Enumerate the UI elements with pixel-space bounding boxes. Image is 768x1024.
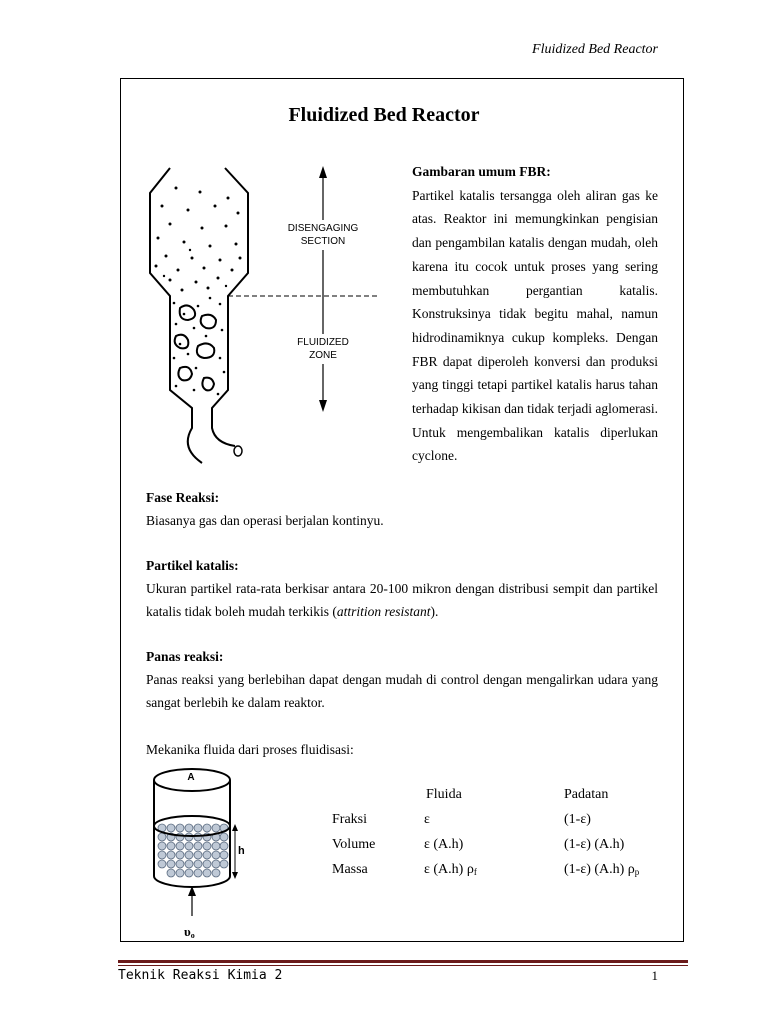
row-label: Massa — [332, 862, 368, 877]
fbr-overview — [412, 160, 658, 468]
panas-heading: Panas reaksi: — [146, 649, 224, 664]
col-fluida: Fluida — [426, 787, 462, 802]
disengaging-particles — [155, 187, 242, 292]
section-mekanika — [146, 738, 658, 761]
partikel-heading: Partikel katalis: — [146, 558, 239, 573]
panas-text: Panas reaksi yang berlebihan dapat dengan mudah di control dengan mengalirkan udara yang sangat berlebih ke dalam reaktor. — [146, 672, 658, 710]
fbr-overview-text: Partikel katalis tersangga oleh aliran gas ke atas. Reaktor ini memungkinkan pengisian dan pengambilan katalis dengan mudah, oleh karena itu cocok untuk proses yang sering membutuhkan pergantian katalis. Konstruksinya tidak begitu mahal, namun hidrodinamiknya cukup kompleks. Dengan FBR dapat diperoleh konversi dan produksi yang tinggi tetapi partikel katalis harus tahan terhadap kikisan dan tidak terjadi aglomerasi. Untuk mengembalikan katalis diperlukan cyclone. — [412, 187, 658, 464]
row-label: Volume — [332, 837, 376, 852]
fbr-overview-heading: Gambaran umum FBR: — [412, 164, 551, 179]
fluidized-label-1: FLUIDIZED — [297, 337, 349, 348]
cell-fluida: ε (A.h) $\rho_f$ — [424, 862, 477, 877]
cell-padatan: (1-ε) (A.h) $\rho_p$ — [564, 862, 640, 877]
mekanika-intro: Mekanika fluida dari proses fluidisasi: — [146, 742, 354, 757]
row-label: Fraksi — [332, 812, 367, 827]
cell-padatan: (1-ε) (A.h) — [564, 837, 625, 852]
fase-heading: Fase Reaksi: — [146, 490, 220, 505]
partikel-text: Ukuran partikel rata-rata berkisar antara 20-100 mikron dengan distribusi sempit dan partikel katalis tidak boleh mudah terkikis (attrition resistant). — [146, 581, 658, 619]
disengaging-label-1: DISENGAGING — [287, 223, 359, 234]
fluidized-bubbles — [175, 305, 216, 390]
height-label: h — [238, 845, 245, 857]
disengaging-label-2: SECTION — [300, 236, 346, 247]
footer-course: Teknik Reaksi Kimia 2 — [118, 968, 283, 983]
velocity-label: υo — [184, 924, 195, 938]
page-number: 1 — [651, 968, 658, 983]
page-title: Fluidized Bed Reactor — [288, 104, 480, 126]
area-label: A — [187, 772, 195, 783]
fbr-diagram — [140, 158, 380, 468]
section-partikel-katalis — [146, 554, 658, 623]
section-panas-reaksi — [146, 645, 658, 714]
cell-padatan: (1-ε) — [564, 812, 591, 827]
running-header: Fluidized Bed Reactor — [532, 42, 658, 57]
section-fase-reaksi — [146, 486, 658, 532]
footer-rule-thin — [118, 965, 688, 966]
cell-fluida: ε — [424, 812, 430, 827]
cylinder-diagram — [140, 766, 270, 938]
bed-particles — [158, 824, 228, 877]
footer-rule — [118, 960, 688, 963]
fase-text: Biasanya gas dan operasi berjalan kontinyu. — [146, 513, 384, 528]
fluidized-label-2: ZONE — [309, 350, 337, 361]
cell-fluida: ε (A.h) — [424, 837, 464, 852]
col-padatan: Padatan — [564, 787, 609, 802]
